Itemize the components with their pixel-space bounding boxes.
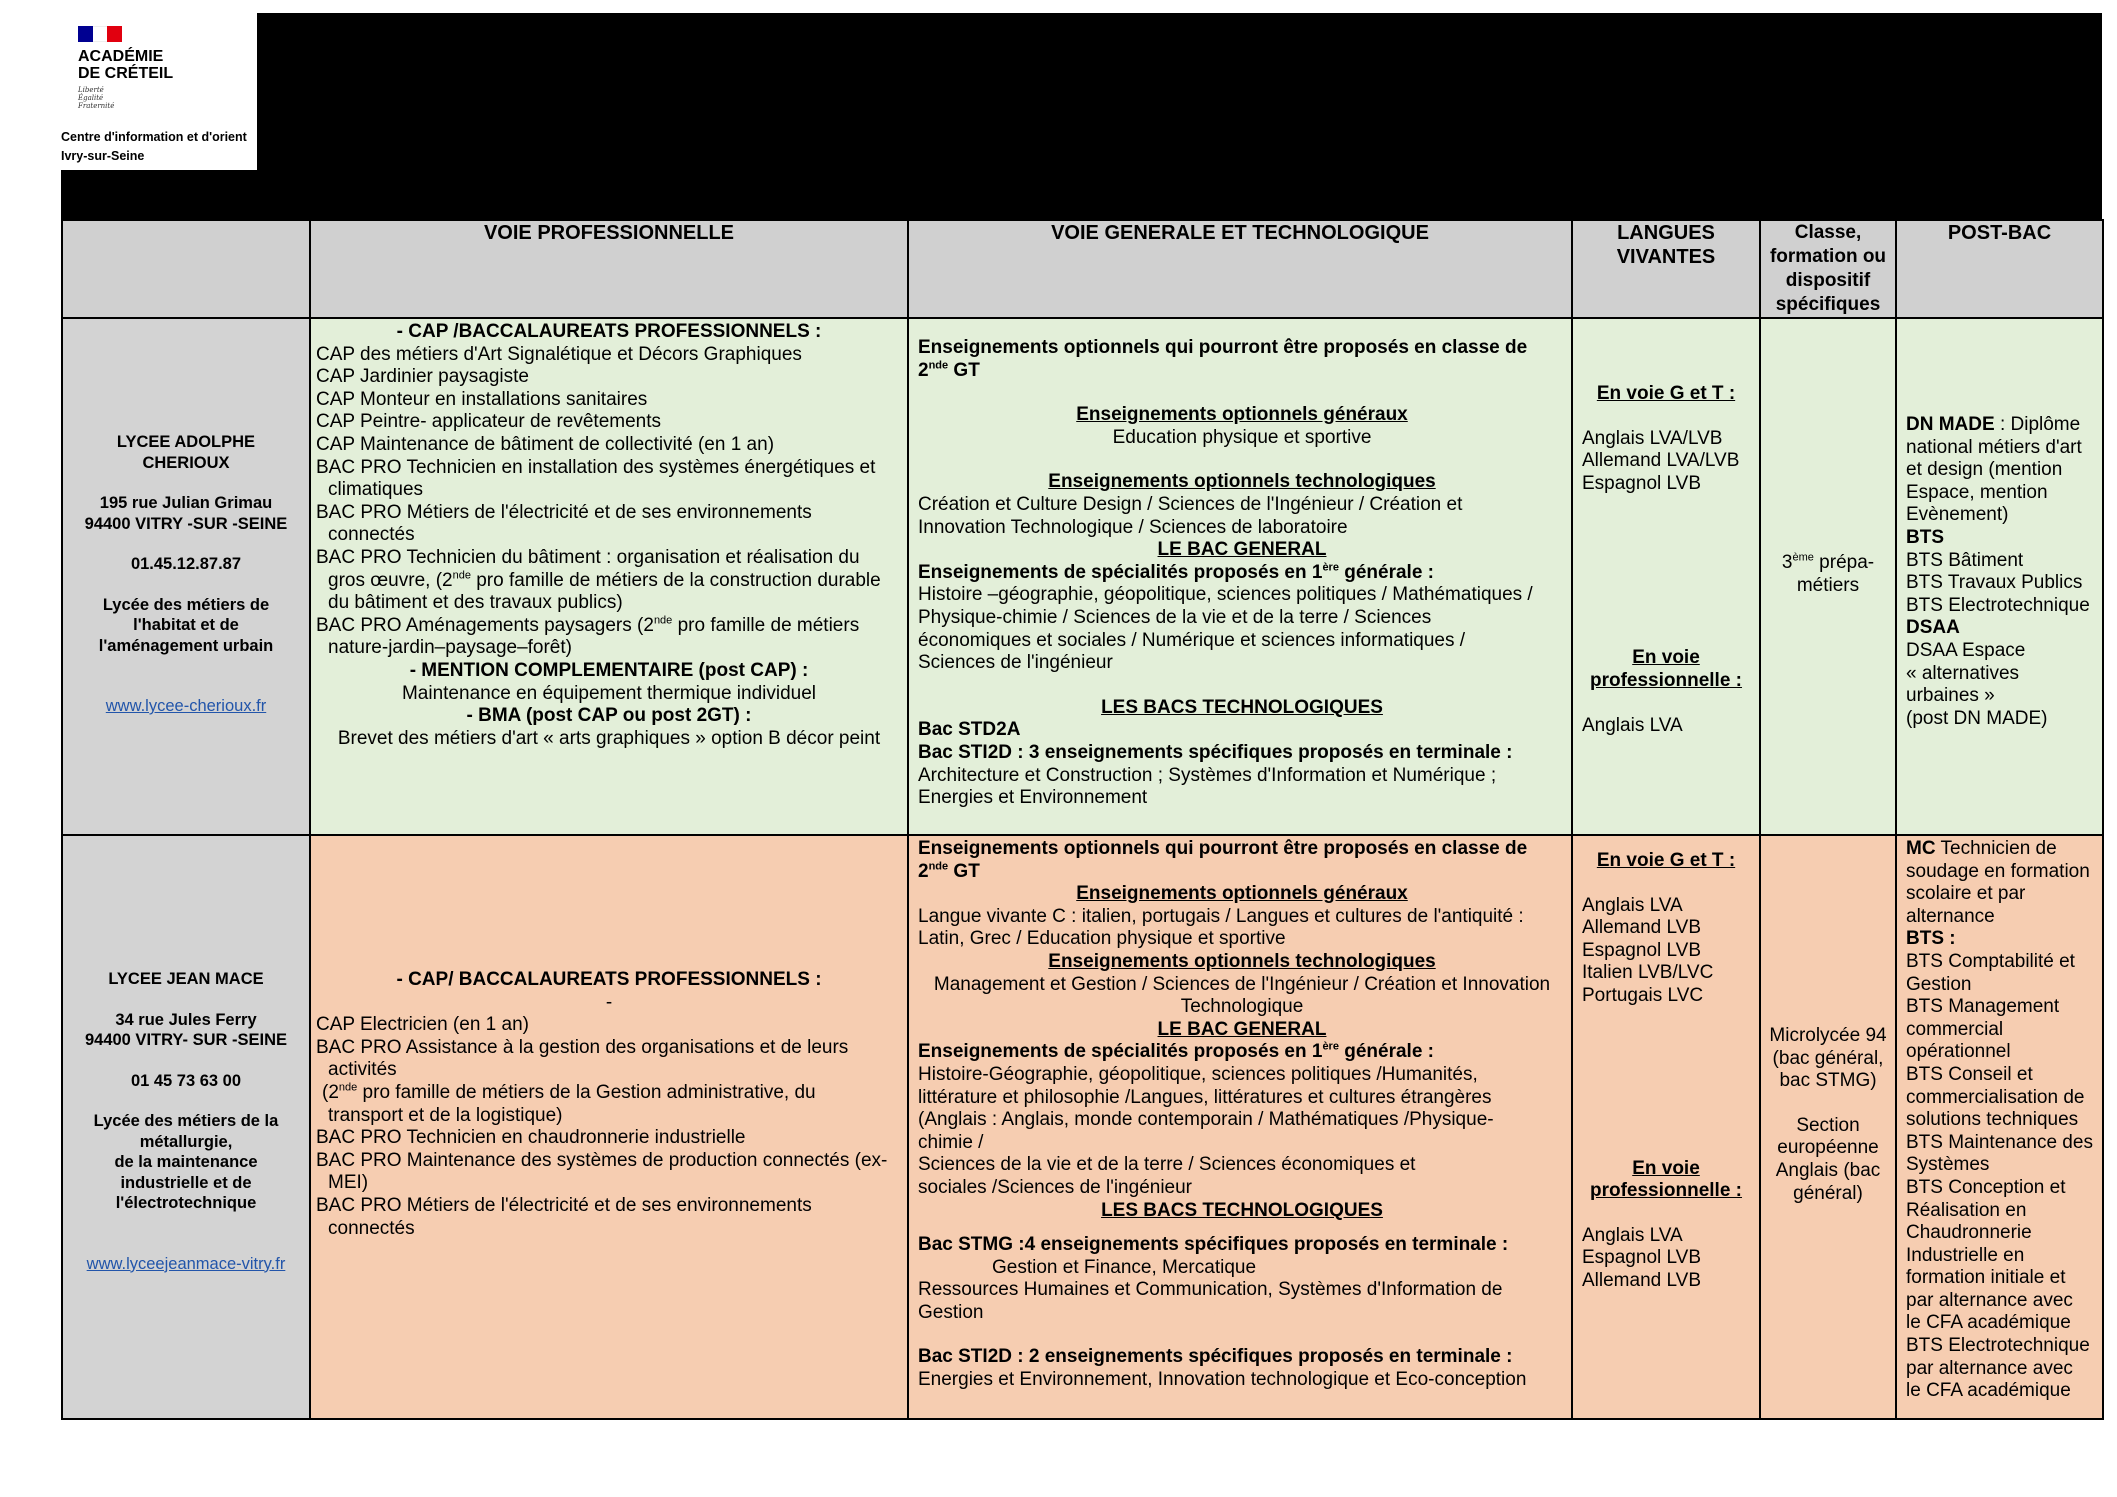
text-line: BAC PRO Métiers de l'électricité et de ses environnements <box>316 501 812 523</box>
text-line: ACADÉMIE <box>78 48 164 65</box>
text-line: solutions techniques <box>1906 1109 2079 1131</box>
text-line: Bac STMG :4 enseignements spécifiques proposés en terminale : <box>918 1234 1509 1256</box>
text-line: 94400 VITRY -SUR -SEINE <box>84 514 288 533</box>
text-line: de la maintenance <box>114 1153 258 1171</box>
text-line: BTS : <box>1906 928 1956 950</box>
text-line: CAP des métiers d'Art Signalétique et Décors Graphiques <box>316 343 802 365</box>
text-line: l'aménagement urbain <box>98 636 274 655</box>
text-line: ème <box>1792 551 1814 564</box>
header-post: POST-BAC <box>1896 220 2103 318</box>
text-line: européenne <box>1777 1137 1879 1159</box>
text-line: Lycée des métiers de <box>102 595 270 614</box>
text-line: Gestion <box>918 1301 984 1323</box>
text-line: commercialisation de <box>1906 1086 2085 1108</box>
text-line: nde <box>928 860 949 873</box>
pro-cell <box>310 835 908 1419</box>
text-line: spécifiques <box>1775 294 1881 315</box>
text-line: prépa- <box>1813 552 1875 573</box>
text-line: gros œuvre, (2 <box>328 569 453 591</box>
text-line: 01.45.12.87.87 <box>130 555 242 573</box>
text-line: 2 <box>918 359 929 381</box>
motto <box>78 86 114 110</box>
text-line: Latin, Grec / Education physique et sportive <box>918 928 1286 950</box>
text-line: Section <box>1796 1114 1860 1136</box>
text-line: Anglais LVA <box>1582 714 1683 736</box>
text-line: En voie <box>1632 647 1700 669</box>
text-line: formation initiale et <box>1906 1267 2066 1289</box>
text-line: BTS Conception et <box>1906 1176 2066 1198</box>
text-line: Chaudronnerie <box>1906 1222 2032 1244</box>
text-line: l'habitat et de <box>133 616 239 634</box>
table-row <box>62 318 2103 835</box>
text-line: ère <box>1322 1041 1339 1054</box>
text-line: Enseignements optionnels qui pourront être proposés en classe de <box>918 838 1528 859</box>
text-line: BTS Bâtiment <box>1906 549 2024 571</box>
text-line: LANGUES <box>1617 222 1715 244</box>
school-info <box>62 835 310 1419</box>
text-line: LES BACS TECHNOLOGIQUES <box>1101 1199 1383 1221</box>
text-line: - CAP /BACCALAUREATS PROFESSIONNELS : <box>396 321 822 342</box>
text-line: LYCEE JEAN MACE <box>108 970 264 988</box>
post-cell <box>1896 835 2103 1419</box>
text-line: le CFA académique <box>1906 1312 2071 1334</box>
text-line: En voie <box>1632 1157 1700 1179</box>
text-line: Education physique et sportive <box>1112 426 1372 448</box>
text-line: Bac STI2D : 2 enseignements spécifiques proposés en terminale : <box>918 1346 1513 1368</box>
text-line: par alternance avec <box>1906 1357 2073 1379</box>
text-line: BTS Conseil et <box>1906 1063 2033 1085</box>
text-line: professionnelle : <box>1589 669 1743 691</box>
text-line: DE CRÉTEIL <box>78 65 174 82</box>
text-line: du bâtiment et des travaux publics) <box>328 592 623 614</box>
text-line: ère <box>1322 561 1339 574</box>
text-line: CAP Monteur en installations sanitaires <box>316 388 648 410</box>
text-line: nde <box>928 359 949 372</box>
text-line: Systèmes <box>1906 1154 1990 1176</box>
text-line: général) <box>1793 1182 1863 1204</box>
text-line: Histoire-Géographie, géopolitique, sciences politiques /Humanités, <box>918 1063 1478 1085</box>
text-line: bac STMG) <box>1779 1070 1877 1092</box>
text-line: CHERIOUX <box>142 453 230 472</box>
text-line: climatiques <box>328 479 424 501</box>
text-line: chimie / <box>918 1131 984 1153</box>
text-line: dispositif <box>1785 270 1871 291</box>
text-line: Classe, <box>1794 222 1862 243</box>
text-line: Ivry-sur-Seine <box>61 149 145 163</box>
text-line: commercial <box>1906 1018 2004 1040</box>
lang-cell <box>1572 835 1760 1419</box>
text-line: BTS Electrotechnique <box>1906 594 2090 616</box>
text-line: 3 <box>1781 552 1793 573</box>
text-line: BAC PRO Technicien en installation des systèmes énergétiques et <box>316 456 876 478</box>
text-line: - BMA (post CAP ou post 2GT) : <box>466 705 752 727</box>
text-line: industrielle et de <box>120 1173 252 1192</box>
school-link[interactable]: www.lyceejeanmace-vitry.fr <box>86 1254 286 1273</box>
text-line: par alternance avec <box>1906 1289 2073 1311</box>
text-line: BTS Maintenance des <box>1906 1131 2093 1153</box>
text-line: Espagnol LVB <box>1582 939 1702 961</box>
text-line: Energies et Environnement <box>918 787 1148 809</box>
text-line: pro famille de métiers <box>672 614 860 636</box>
text-line: 2 <box>918 860 929 882</box>
school-info <box>62 318 310 835</box>
text-line: formation ou <box>1769 246 1887 267</box>
table-row <box>62 835 2103 1419</box>
post-cell <box>1896 318 2103 835</box>
text-line: activités <box>328 1059 397 1081</box>
text-line: - <box>605 991 613 1013</box>
text-line: En voie G et T : <box>1596 383 1736 404</box>
text-line: scolaire et par <box>1906 883 2026 905</box>
text-line: urbaines » <box>1906 685 1995 707</box>
text-line: Enseignements optionnels généraux <box>1076 404 1408 426</box>
text-line: Enseignements optionnels technologiques <box>1048 950 1436 972</box>
gt-cell <box>908 835 1572 1419</box>
text-line: générale : <box>1338 561 1435 583</box>
text-line: « alternatives <box>1906 662 2020 684</box>
text-line: professionnelle : <box>1589 1180 1743 1202</box>
text-line: générale : <box>1338 1041 1435 1063</box>
text-line: Anglais LVA/LVB <box>1582 427 1723 449</box>
lang-cell <box>1572 318 1760 835</box>
text-line: l'électrotechnique <box>115 1194 257 1212</box>
text-line: pro famille de métiers de la construction durable <box>470 569 881 591</box>
text-line: DSAA <box>1906 617 1960 639</box>
text-line: Brevet des métiers d'art « arts graphiques » option B décor peint <box>337 727 881 749</box>
text-line: BAC PRO Maintenance des systèmes de production connectés (ex- <box>316 1149 888 1171</box>
text-line: - MENTION COMPLEMENTAIRE (post CAP) : <box>409 659 809 681</box>
text-line: économiques et sociales / Numérique et sciences informatiques / <box>918 629 1466 651</box>
text-line: Égalité <box>78 94 104 102</box>
text-line: Allemand LVA/LVB <box>1582 450 1740 472</box>
spec-cell <box>1760 835 1896 1419</box>
text-line: GT <box>948 359 980 381</box>
text-line: Management et Gestion / Sciences de l'Ingénieur / Création et Innovation <box>933 973 1551 995</box>
text-line: Enseignements de spécialités proposés en 1 <box>918 561 1323 583</box>
text-line: BTS Management <box>1906 996 2060 1018</box>
text-line: Enseignements optionnels qui pourront être proposés en classe de <box>918 337 1528 358</box>
text-line: CAP Peintre- applicateur de revêtements <box>316 411 661 433</box>
text-line: BAC PRO Technicien en chaudronnerie industrielle <box>316 1127 746 1149</box>
text-line: Enseignements optionnels technologiques <box>1048 471 1436 493</box>
text-line: BAC PRO Métiers de l'électricité et de ses environnements <box>316 1194 812 1216</box>
text-line: alternance <box>1906 905 1995 927</box>
text-line: VIVANTES <box>1616 246 1716 268</box>
header-band <box>61 13 2102 220</box>
text-line: : Diplôme <box>1994 414 2081 435</box>
text-line: Ressources Humaines et Communication, Systèmes d'Information de <box>918 1279 1503 1301</box>
text-line: CAP Maintenance de bâtiment de collectivité (en 1 an) <box>316 433 775 455</box>
text-line: BAC PRO Assistance à la gestion des organisations et de leurs <box>316 1036 849 1058</box>
text-line: Innovation Technologique / Sciences de laboratoire <box>918 516 1348 538</box>
text-line: BTS <box>1906 526 1944 548</box>
text-line: métallurgie, <box>139 1132 233 1151</box>
academy-name <box>78 48 173 82</box>
text-line: LE BAC GENERAL <box>1157 1018 1327 1040</box>
text-line: DN MADE <box>1906 414 1995 435</box>
text-line: Espagnol LVB <box>1582 1247 1702 1269</box>
text-line: LES BACS TECHNOLOGIQUES <box>1101 696 1383 718</box>
text-line: Energies et Environnement, Innovation technologique et Eco-conception <box>918 1369 1527 1391</box>
header-row <box>62 220 2103 318</box>
text-line: (Anglais : Anglais, monde contemporain / Mathématiques /Physique- <box>918 1109 1494 1131</box>
text-line: Réalisation en <box>1906 1199 2027 1221</box>
text-line: Espagnol LVB <box>1582 472 1702 494</box>
text-line: Allemand LVB <box>1582 917 1701 939</box>
text-line: Anglais LVA <box>1582 1224 1683 1246</box>
text-line: BAC PRO Aménagements paysagers (2 <box>316 614 654 636</box>
text-line: BTS Travaux Publics <box>1906 572 2083 594</box>
text-line: 94400 VITRY- SUR -SEINE <box>84 1031 288 1049</box>
text-line: (bac général, <box>1772 1047 1884 1069</box>
text-line: Industrielle en <box>1906 1244 2025 1266</box>
text-line: LYCEE ADOLPHE <box>116 433 256 451</box>
text-line: BAC PRO Technicien du bâtiment : organisation et réalisation du <box>316 546 860 568</box>
text-line: le CFA académique <box>1906 1380 2071 1402</box>
text-line: (2 <box>322 1081 339 1103</box>
text-line: Technologique <box>1180 996 1304 1018</box>
text-line: Anglais LVA <box>1582 894 1683 916</box>
text-line: Histoire –géographie, géopolitique, sciences politiques / Mathématiques / <box>918 584 1533 606</box>
text-line: pro famille de métiers de la Gestion administrative, du <box>357 1081 816 1103</box>
text-line: opérationnel <box>1906 1041 2011 1063</box>
text-line: connectés <box>328 524 415 546</box>
text-line: Architecture et Construction ; Systèmes d'Information et Numérique ; <box>918 764 1497 786</box>
text-line: métiers <box>1796 574 1860 596</box>
text-line: Allemand LVB <box>1582 1269 1701 1291</box>
text-line: Sciences de l'ingénieur <box>918 652 1113 674</box>
text-line: - CAP/ BACCALAUREATS PROFESSIONNELS : <box>396 969 822 990</box>
school-link[interactable]: www.lycee-cherioux.fr <box>105 697 267 715</box>
header-lang <box>1572 220 1760 318</box>
header-school <box>62 220 310 318</box>
text-line: En voie G et T : <box>1596 850 1736 871</box>
header-gt: VOIE GENERALE ET TECHNOLOGIQUE <box>908 220 1572 318</box>
flag-icon <box>78 26 122 42</box>
text-line: 34 rue Jules Ferry <box>115 1010 257 1029</box>
text-line: Fraternité <box>78 102 115 110</box>
text-line: 195 rue Julian Grimau <box>99 494 273 512</box>
text-line: Evènement) <box>1906 504 2009 526</box>
text-line: BTS Comptabilité et <box>1906 950 2075 972</box>
text-line: sociales /Sciences de l'ingénieur <box>918 1176 1193 1198</box>
text-line: LE BAC GENERAL <box>1157 539 1327 561</box>
text-line: Technicien de <box>1935 838 2057 859</box>
text-line: nde <box>653 614 673 627</box>
text-line: MC <box>1906 838 1936 859</box>
text-line: Sciences de la vie et de la terre / Sciences économiques et <box>918 1154 1416 1176</box>
text-line: nde <box>452 569 471 582</box>
logo-block <box>61 13 257 170</box>
text-line: BTS Electrotechnique <box>1906 1335 2090 1357</box>
pro-cell <box>310 318 908 835</box>
text-line: Création et Culture Design / Sciences de l'Ingénieur / Création et <box>918 493 1463 515</box>
text-line: transport et de la logistique) <box>328 1104 563 1126</box>
text-line: MEI) <box>328 1172 369 1194</box>
text-line: Espace, mention <box>1906 481 2048 503</box>
text-line: Physique-chimie / Sciences de la vie et de la terre / Sciences <box>918 606 1432 628</box>
text-line: Centre d'information et d'orient <box>61 130 247 144</box>
header-pro: VOIE PROFESSIONNELLE <box>310 220 908 318</box>
text-line: (post DN MADE) <box>1906 707 2048 729</box>
text-line: Langue vivante C : italien, portugais / Langues et cultures de l'antiquité : <box>918 905 1524 927</box>
text-line: Anglais (bac <box>1775 1159 1881 1181</box>
text-line: GT <box>948 860 980 882</box>
text-line: et design (mention <box>1906 459 2063 481</box>
text-line: Italien LVB/LVC <box>1582 962 1714 984</box>
text-line: Enseignements optionnels généraux <box>1076 883 1408 905</box>
text-line: DSAA Espace <box>1906 639 2026 661</box>
text-line: Liberté <box>78 86 104 94</box>
text-line: Maintenance en équipement thermique individuel <box>401 682 817 704</box>
text-line: nde <box>338 1081 358 1094</box>
text-line: Enseignements de spécialités proposés en 1 <box>918 1041 1323 1063</box>
text-line: Bac STI2D : 3 enseignements spécifiques proposés en terminale : <box>918 741 1513 763</box>
text-line: Portugais LVC <box>1582 984 1704 1006</box>
header-spec <box>1760 220 1896 318</box>
schools-table <box>61 219 2104 1420</box>
text-line: national métiers d'art <box>1906 436 2082 458</box>
text-line: soudage en formation <box>1906 860 2090 882</box>
text-line: Gestion et Finance, Mercatique <box>992 1256 1257 1278</box>
org-name <box>61 128 247 166</box>
text-line: 01 45 73 63 00 <box>130 1071 242 1090</box>
text-line: CAP Jardinier paysagiste <box>316 366 529 388</box>
text-line: Bac STD2A <box>918 719 1021 741</box>
text-line: CAP Electricien (en 1 an) <box>316 1014 529 1036</box>
text-line: littérature et philosophie /Langues, littératures et cultures étrangères <box>918 1086 1492 1108</box>
text-line: Lycée des métiers de la <box>93 1112 279 1130</box>
text-line: Gestion <box>1906 973 1972 995</box>
text-line: connectés <box>328 1217 415 1239</box>
text-line: nature-jardin–paysage–forêt) <box>328 637 572 659</box>
spec-cell <box>1760 318 1896 835</box>
text-line: Microlycée 94 <box>1769 1025 1887 1046</box>
gt-cell <box>908 318 1572 835</box>
